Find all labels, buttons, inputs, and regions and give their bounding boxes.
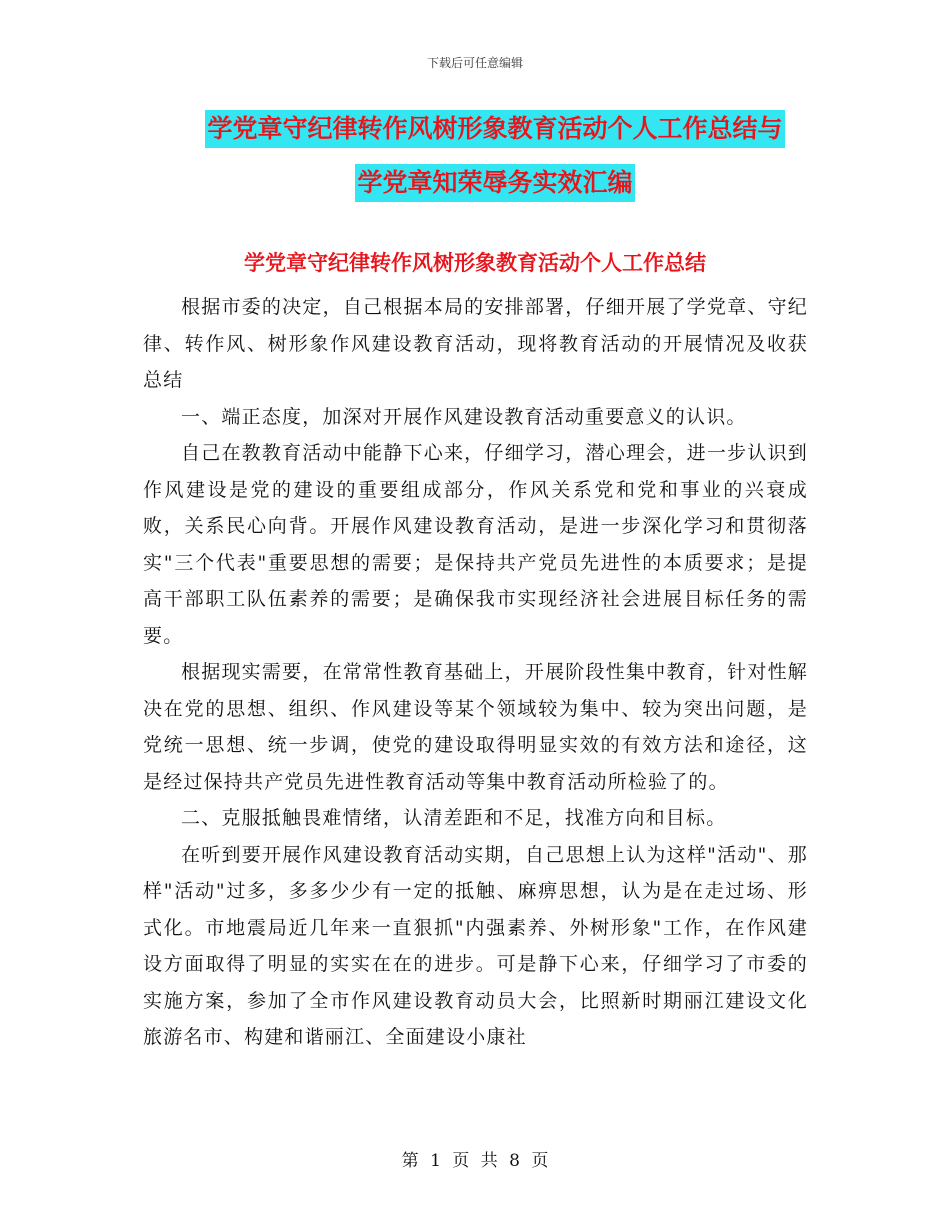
paragraph: 一、端正态度，加深对开展作风建设教育活动重要意义的认识。	[181, 405, 747, 428]
document-body	[143, 289, 808, 1056]
paragraph: 根据市委的决定，自己根据本局的安排部署，仔细开展了学党章、守纪律、转作风、树形象作风建设教育活动，现将教育活动的开展情况及收获总结	[143, 296, 808, 391]
document-title-line-1: 学党章守纪律转作风树形象教育活动个人工作总结与	[205, 110, 784, 148]
paragraph: 在听到要开展作风建设教育活动实期，自己思想上认为这样"活动"、那样"活动"过多，多多少少有一定的抵触、麻痹思想，认为是在走过场、形式化。市地震局近几年来一直狠抓"内强素养、外树形象"工作，在作风建设方面取得了明显的实实在在的进步。可是静下心来，仔细学习了市委的实施方案，参加了全市作风建设教育动员大会，比照新时期丽江建设文化旅游名市、构建和谐丽江、全面建设小康社	[143, 843, 808, 1048]
page-number-footer: 第 1 页 共 8 页	[401, 1151, 549, 1171]
paragraph: 二、克服抵触畏难情绪，认清差距和不足，找准方向和目标。	[181, 807, 727, 829]
paragraph: 根据现实需要，在常常性教育基础上，开展阶段性集中教育，针对性解决在党的思想、组织、作风建设等某个领域较为集中、较为突出问题，是党统一思想、统一步调，使党的建设取得明显实效的有效方法和途径，这是经过保持共产党员先进性教育活动等集中教育活动所检验了的。	[143, 661, 808, 793]
document-title	[140, 110, 850, 218]
header-note: 下载后可任意编辑	[426, 56, 523, 70]
document-title-line-2: 学党章知荣辱务实效汇编	[355, 164, 634, 202]
section-title: 学党章守纪律转作风树形象教育活动个人工作总结	[244, 251, 706, 275]
paragraph: 自己在教教育活动中能静下心来，仔细学习，潜心理会，进一步认识到作风建设是党的建设的重要组成部分，作风关系党和党和事业的兴衰成败，关系民心向背。开展作风建设教育活动，是进一步深化学习和贯彻落实"三个代表"重要思想的需要；是保持共产党员先进性的本质要求；是提高干部职工队伍素养的需要；是确保我市实现经济社会进展目标任务的需要。	[143, 442, 808, 647]
